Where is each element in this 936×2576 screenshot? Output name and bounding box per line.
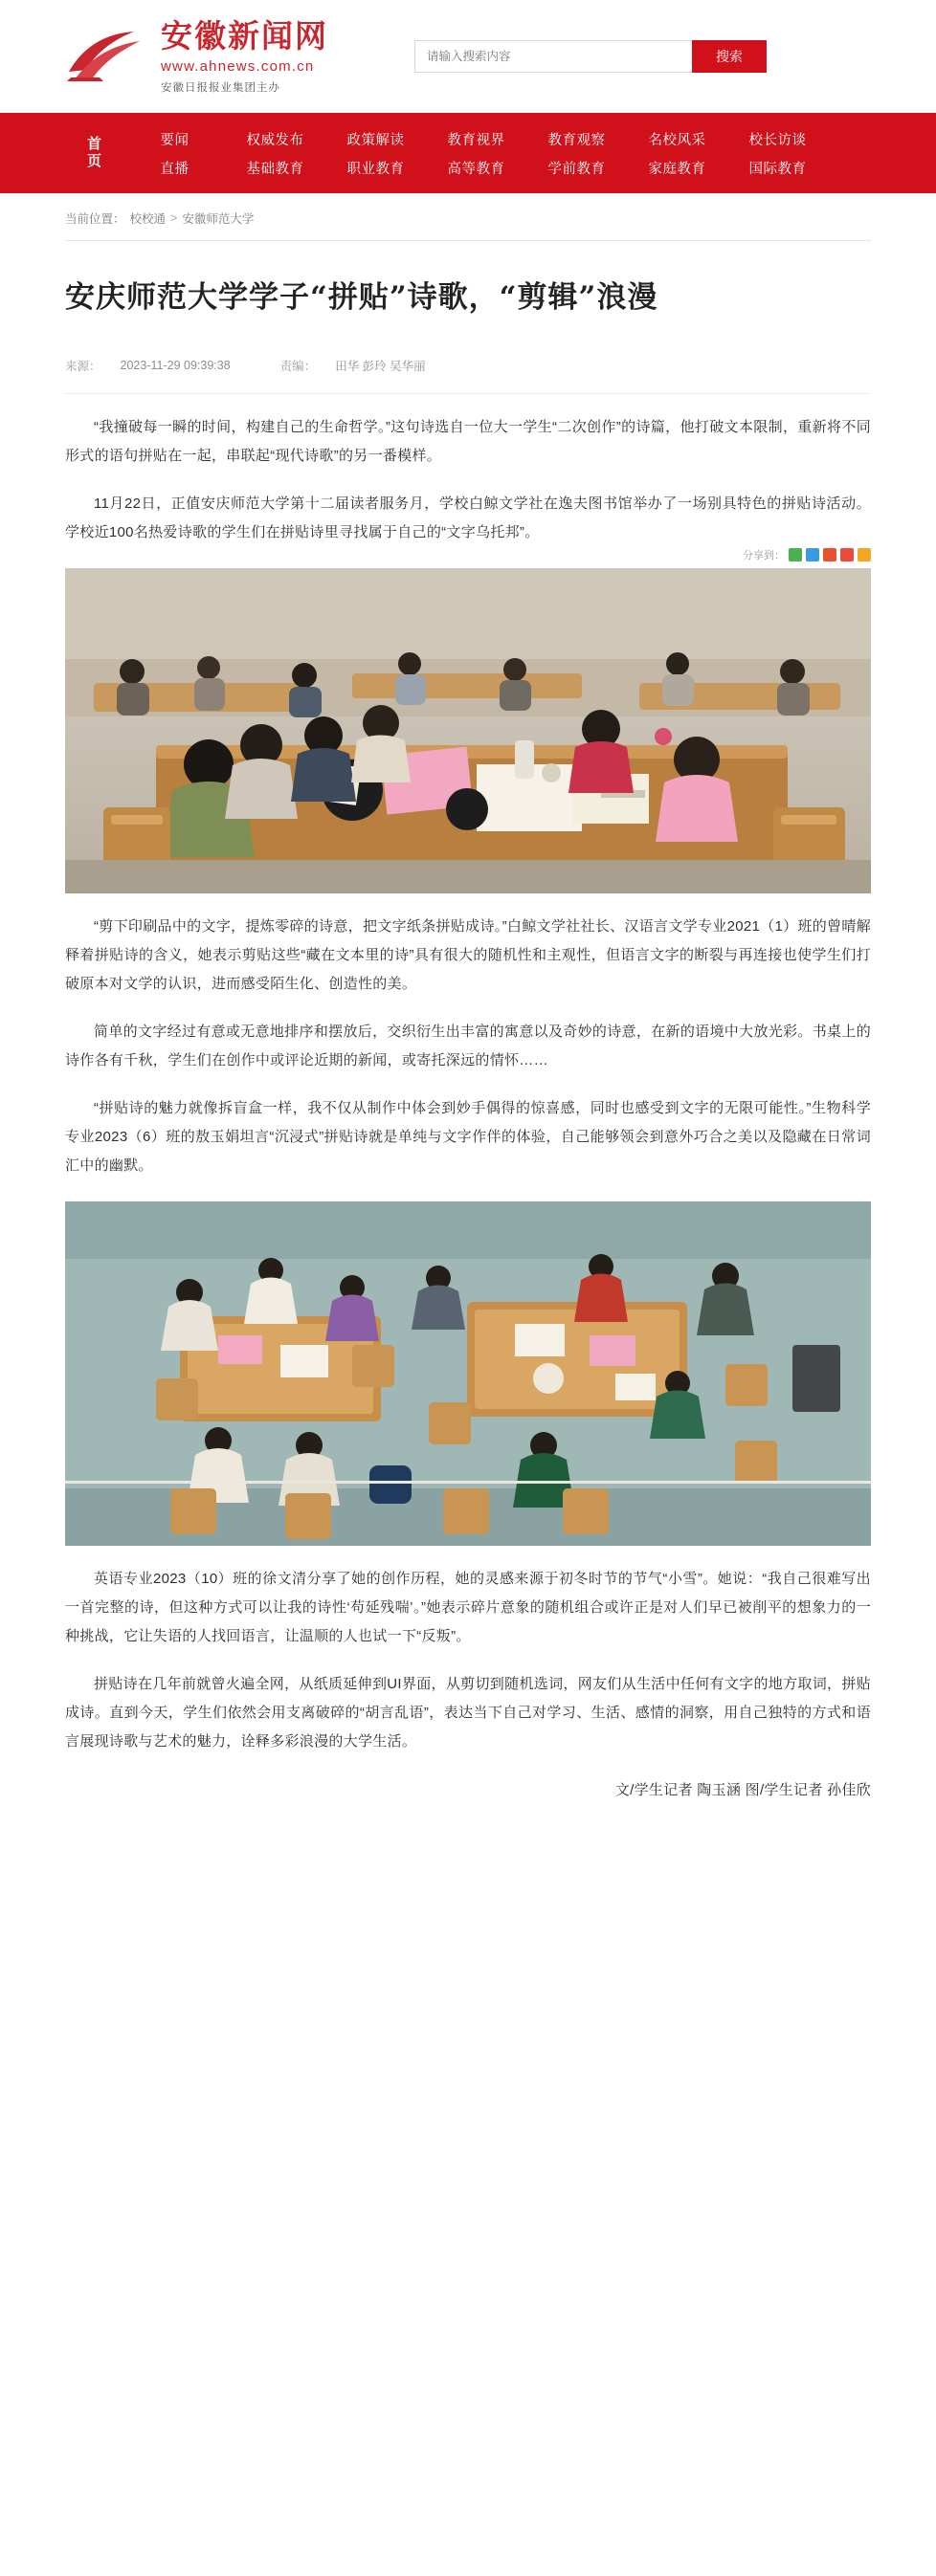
nav-item-xiaozhangfangtan[interactable]: 校长访谈 [748,132,807,148]
nav-item-jichujiaoyu[interactable]: 基础教育 [246,161,304,177]
article-signature: 文/学生记者 陶玉涵 图/学生记者 孙佳欣 [614,1781,871,1798]
nav-item-guojijiaoyu[interactable]: 国际教育 [748,161,807,177]
article-figure-2 [65,1201,871,1546]
page-title: 安庆师范大学学子“拼贴”诗歌，“剪辑”浪漫 [65,280,658,315]
article-paragraph: 11月22日，正值安庆师范大学第十二届读者服务月，学校白鲸文学社在逸夫图书馆举办了一场别具特色的拼贴诗活动。学校近100名热爱诗歌的学生们在拼贴诗里寻找属于自己的“文字乌托邦”。 [65,495,871,540]
source-label: 来源： [65,359,101,373]
share-qq-icon[interactable] [806,548,819,561]
article-paragraph: “剪下印刷品中的文字，提炼零碎的诗意，把文字纸条拼贴成诗。”白鲸文学社社长、汉语言文学专业2021（1）班的曾晴解释着拼贴诗的含义，她表示剪贴这些“藏在文本里的诗”具有很大的随机性和主观性，但语言文字的断裂与再连接也使学生们打破原本对文学的认识，进而感受陌生化、创造性的美。 [65,917,871,992]
article-paragraph: 简单的文字经过有意或无意地排序和摆放后，交织衍生出丰富的寓意以及奇妙的诗意，在新的语境中大放光彩。书桌上的诗作各有千秋，学生们在创作中或评论近期的新闻，或寄托深远的情怀…… [65,1023,871,1068]
article-paragraph: “拼贴诗的魅力就像拆盲盒一样，我不仅从制作中体会到妙手偶得的惊喜感，同时也感受到文字的无限可能性。”生物科学专业2023（6）班的敖玉娟坦言“沉浸式”拼贴诗就是单纯与文字作伴的体验，自己能够领会到意外巧合之美以及隐藏在日常词汇中的幽默。 [65,1099,871,1174]
share-more-icon[interactable] [858,548,871,561]
nav-item-xueqianjiaoyu[interactable]: 学前教育 [547,161,606,177]
site-logo[interactable] [65,18,328,95]
article-paragraph: 拼贴诗在几年前就曾火遍全网，从纸质延伸到UI界面，从剪切到随机选词，网友们从生活中任何有文字的地方取词，拼贴成诗。直到今天，学生们依然会用支离破碎的“胡言乱语”，表达当下自己对学习、生活、感情的洞察，用自己独特的方式和语言展现诗歌与艺术的魅力，诠释多彩浪漫的大学生活。 [65,1675,871,1750]
nav-item-jiatingjiaoyu[interactable]: 家庭教育 [648,161,706,177]
breadcrumb-item-2[interactable]: 安徽师范大学 [182,212,255,226]
article-paragraph: 英语专业2023（10）班的徐文清分享了她的创作历程，她的灵感来源于初冬时节的节气“小雪”。她说：“我自己很难写出一首完整的诗，但这种方式可以让我的诗性‘苟延残喘’。”她表示碎片意象的随机组合或许正是对人们早已被削平的想象力的一种挑战，它让失语的人找回语言，让温顺的人也试一下“反叛”。 [65,1570,871,1644]
nav-item-jiaoyushijie[interactable]: 教育视界 [447,132,505,148]
article-figure-1 [65,549,871,893]
share-bar [743,547,871,562]
site-header [0,0,936,113]
breadcrumb-label: 当前位置： [65,212,125,226]
search-input[interactable] [414,40,692,73]
nav-item-zhibo[interactable]: 直播 [160,161,189,177]
nav-item-zhiyejiaoyu[interactable]: 职业教育 [346,161,405,177]
nav-item-gaodengjiaoyu[interactable]: 高等教育 [447,161,505,177]
logo-title: 安徽新闻网 [161,17,328,55]
breadcrumb-divider [65,240,871,241]
nav-item-yaowen[interactable]: 要闻 [160,132,189,148]
nav-item-jiaoyuguancha[interactable]: 教育观察 [547,132,606,148]
article-image-1 [65,568,871,893]
article-meta [65,357,871,393]
share-wechat-icon[interactable] [789,548,802,561]
logo-subtitle: 安徽日报报业集团主办 [161,81,280,94]
meta-divider [65,393,871,394]
editor-label: 责编： [279,359,317,373]
logo-url: www.ahnews.com.cn [161,57,315,75]
source-date: 2023-11-29 09:39:38 [120,358,231,372]
search-area [414,40,767,73]
share-weibo-icon[interactable] [823,548,836,561]
main-nav [0,113,936,193]
nav-item-home[interactable] [65,113,124,193]
nav-row-2 [124,153,871,182]
nav-item-mingxiaofengcai[interactable]: 名校风采 [648,132,706,148]
nav-home-line2: 页 [86,153,102,169]
article-image-2 [65,1201,871,1546]
nav-item-quanweifabu[interactable]: 权威发布 [246,132,304,148]
logo-bird-icon [65,28,147,85]
breadcrumb-separator: > [170,211,178,225]
article-paragraph: “我撞破每一瞬的时间，构建自己的生命哲学。”这句诗选自一位大一学生“二次创作”的诗篇，他打破文本限制，重新将不同形式的语句拼贴在一起，串联起“现代诗歌”的另一番模样。 [65,418,871,464]
nav-home-line1: 首 [86,136,102,152]
breadcrumb-item-1[interactable]: 校校通 [129,212,167,226]
article [0,275,936,1799]
editor-names: 田华 彭玲 吴华丽 [335,359,426,373]
nav-item-zhengcejiedu[interactable]: 政策解读 [346,132,405,148]
share-label: 分享到： [743,549,785,561]
breadcrumb [0,193,936,236]
share-qzone-icon[interactable] [840,548,854,561]
nav-row-1 [124,124,871,153]
search-button[interactable]: 搜索 [692,40,767,73]
